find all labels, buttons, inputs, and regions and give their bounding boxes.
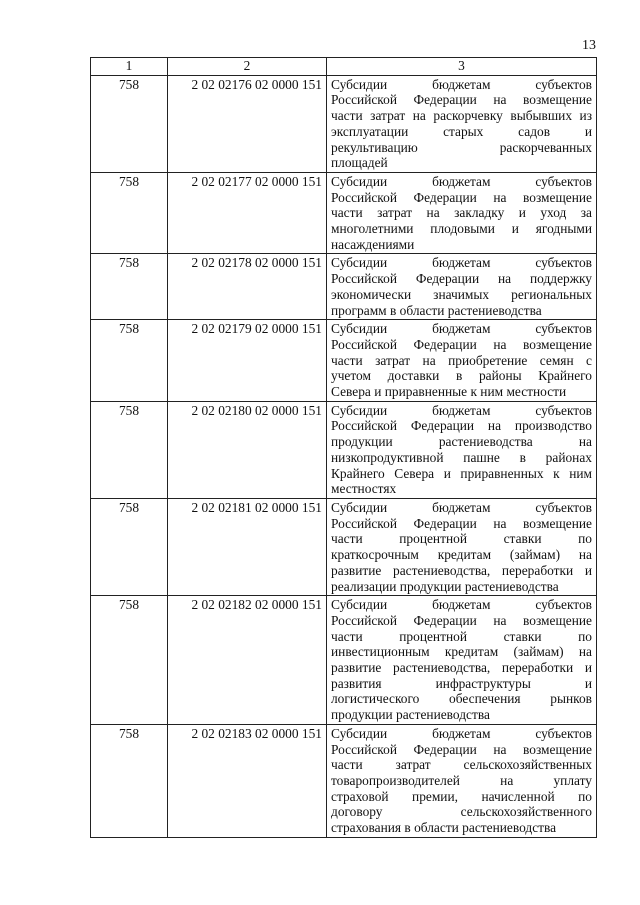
table-row bbox=[91, 172, 597, 254]
description-line: развитие растениеводства, переработки и bbox=[331, 660, 592, 676]
description-line: местностях bbox=[331, 481, 397, 497]
administrator-code-cell: 758 bbox=[91, 724, 168, 837]
description-line: логистического обеспечения рынков bbox=[331, 691, 592, 707]
description-line: многолетними плодовыми и ягодными bbox=[331, 221, 592, 237]
description-line: программ в области растениеводства bbox=[331, 302, 542, 318]
description-line: Крайнего Севера и приравненных к ним bbox=[331, 465, 592, 481]
description-line: части процентной ставки по bbox=[331, 531, 592, 547]
description-line: договору сельскохозяйственного bbox=[331, 804, 592, 820]
description-line: Российской Федерации на производство bbox=[331, 418, 592, 434]
table-row bbox=[91, 75, 597, 172]
description-line: Севера и приравненные к ним местности bbox=[331, 384, 567, 400]
column-header-3: 3 bbox=[327, 58, 597, 76]
table-row bbox=[91, 401, 597, 498]
administrator-code-cell: 758 bbox=[91, 172, 168, 254]
description-line: развитие растениеводства, переработки и bbox=[331, 562, 592, 578]
administrator-code-cell: 758 bbox=[91, 498, 168, 595]
description-line: товаропроизводителей на уплату bbox=[331, 772, 592, 788]
budget-classification-code-cell: 2 02 02183 02 0000 151 bbox=[168, 724, 327, 837]
table-row bbox=[91, 498, 597, 595]
budget-classification-code-cell: 2 02 02176 02 0000 151 bbox=[168, 75, 327, 172]
administrator-code-cell: 758 bbox=[91, 254, 168, 320]
administrator-code-cell: 758 bbox=[91, 320, 168, 402]
page-number: 13 bbox=[582, 38, 596, 53]
revenue-description-cell bbox=[327, 724, 597, 837]
description-line: Российской Федерации на возмещение bbox=[331, 336, 592, 352]
budget-classification-code-cell: 2 02 02177 02 0000 151 bbox=[168, 172, 327, 254]
description-line: страховой премии, начисленной по bbox=[331, 788, 592, 804]
administrator-code-cell: 758 bbox=[91, 596, 168, 725]
description-line: Субсидии бюджетам субъектов bbox=[331, 321, 592, 337]
description-line: страхования в области растениеводства bbox=[331, 820, 557, 836]
description-line: развития инфраструктуры и bbox=[331, 675, 592, 691]
description-line: Российской Федерации на возмещение bbox=[331, 612, 592, 628]
column-header-1: 1 bbox=[91, 58, 168, 76]
table-row bbox=[91, 320, 597, 402]
description-line: Российской Федерации на возмещение bbox=[331, 189, 592, 205]
description-line: Субсидии бюджетам субъектов bbox=[331, 255, 592, 271]
revenue-description-cell bbox=[327, 172, 597, 254]
revenue-description-cell bbox=[327, 254, 597, 320]
budget-classification-code-cell: 2 02 02178 02 0000 151 bbox=[168, 254, 327, 320]
description-line: Субсидии бюджетам субъектов bbox=[331, 402, 592, 418]
description-line: рекультивацию раскорчеванных bbox=[331, 139, 592, 155]
administrator-code-cell: 758 bbox=[91, 75, 168, 172]
description-line: учетом доставки в районы Крайнего bbox=[331, 368, 592, 384]
table-row bbox=[91, 724, 597, 837]
description-line: эксплуатации старых садов и bbox=[331, 123, 592, 139]
budget-classification-code-cell: 2 02 02182 02 0000 151 bbox=[168, 596, 327, 725]
description-line: насаждениями bbox=[331, 236, 415, 252]
revenue-description-cell bbox=[327, 320, 597, 402]
description-line: низкопродуктивной пашне в районах bbox=[331, 449, 592, 465]
description-line: инвестиционным кредитам (займам) на bbox=[331, 644, 592, 660]
column-header-2: 2 bbox=[168, 58, 327, 76]
description-line: Субсидии бюджетам субъектов bbox=[331, 725, 592, 741]
description-line: Российской Федерации на возмещение bbox=[331, 515, 592, 531]
description-line: части затрат на закладку и уход за bbox=[331, 205, 592, 221]
description-line: части затрат на раскорчевку выбывших из bbox=[331, 108, 592, 124]
revenue-description-cell bbox=[327, 498, 597, 595]
description-line: экономически значимых региональных bbox=[331, 286, 592, 302]
description-line: продукции растениеводства на bbox=[331, 434, 592, 450]
description-line: Субсидии бюджетам субъектов bbox=[331, 76, 592, 92]
budget-classification-code-cell: 2 02 02181 02 0000 151 bbox=[168, 498, 327, 595]
description-line: площадей bbox=[331, 155, 388, 171]
description-line: части процентной ставки по bbox=[331, 628, 592, 644]
budget-codes-table bbox=[90, 57, 597, 838]
description-line: Субсидии бюджетам субъектов bbox=[331, 597, 592, 613]
description-line: реализации продукции растениеводства bbox=[331, 578, 559, 594]
description-line: Субсидии бюджетам субъектов bbox=[331, 499, 592, 515]
description-line: Российской Федерации на возмещение bbox=[331, 741, 592, 757]
description-line: части затрат на приобретение семян с bbox=[331, 352, 592, 368]
description-line: продукции растениеводства bbox=[331, 707, 490, 723]
revenue-description-cell bbox=[327, 401, 597, 498]
table-row bbox=[91, 596, 597, 725]
revenue-description-cell bbox=[327, 596, 597, 725]
table-body bbox=[91, 75, 597, 837]
administrator-code-cell: 758 bbox=[91, 401, 168, 498]
description-line: Российской Федерации на возмещение bbox=[331, 92, 592, 108]
table-header-row bbox=[91, 58, 597, 76]
table-row bbox=[91, 254, 597, 320]
description-line: Субсидии бюджетам субъектов bbox=[331, 173, 592, 189]
description-line: краткосрочным кредитам (займам) на bbox=[331, 547, 592, 563]
description-line: части затрат сельскохозяйственных bbox=[331, 757, 592, 773]
budget-classification-code-cell: 2 02 02179 02 0000 151 bbox=[168, 320, 327, 402]
description-line: Российской Федерации на поддержку bbox=[331, 271, 592, 287]
revenue-description-cell bbox=[327, 75, 597, 172]
budget-classification-code-cell: 2 02 02180 02 0000 151 bbox=[168, 401, 327, 498]
